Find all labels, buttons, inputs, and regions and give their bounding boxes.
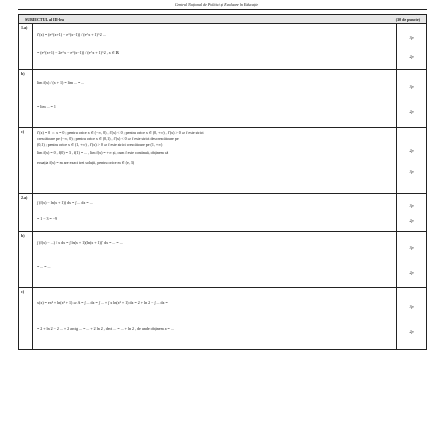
- subject-title: SUBIECTUL al III-lea: [25, 17, 64, 22]
- points-value: 3p: [409, 34, 414, 40]
- points-value: 2p: [409, 269, 414, 275]
- solution-line: ∫ (f(x) − ln(x + 1)) dx = ∫ ... dx = ...: [37, 200, 93, 205]
- points-value: 2p: [409, 108, 414, 114]
- header-rule: [18, 9, 427, 10]
- question-number: 2.a): [19, 194, 33, 232]
- solution-cell: [33, 194, 397, 232]
- points-cell: [397, 24, 427, 70]
- table-row: [19, 70, 427, 128]
- solution-line: lim f(x) = 0 , f(0) = 3 , f(1) = ... , lim f(x) = +∞ și, cum f este continuă, obținem că: [37, 150, 169, 155]
- points-value: 3p: [409, 83, 414, 89]
- solution-cell: [33, 70, 397, 128]
- page-header: [0, 0, 433, 13]
- solution-line: = ... = ...: [37, 264, 51, 269]
- table-row: [19, 128, 427, 194]
- solution-line: = lim ... = 1: [37, 104, 56, 109]
- solution-line: = 1 − 3 = −9: [37, 216, 58, 221]
- solution-line: ecuația f(x) = m are exact trei soluții, pentru orice m ∈ (e, 3): [37, 160, 135, 165]
- solution-line: lim f(x) / (x + 1) = lim ... = ...: [37, 80, 85, 85]
- table-row: [19, 194, 427, 232]
- institution-name: Centrul Național de Politici și Evaluare în Educație: [174, 2, 259, 7]
- grading-table: [18, 23, 427, 350]
- subject-points: (30 de puncte): [395, 17, 420, 22]
- points-value: 3p: [409, 244, 414, 250]
- solution-line: = 2 + ln 2 − 2 ... + 2 arctg ... = ... + 2 ln 2 , deci ... = ... + ln 2 , de unde obținem a = ...: [37, 326, 174, 331]
- points-value: 2p: [409, 328, 414, 334]
- table-row: [19, 24, 427, 70]
- table-row: [19, 232, 427, 288]
- solution-cell: [33, 232, 397, 288]
- points-cell: [397, 232, 427, 288]
- solution-line: x(x) = ex² + ln(x² + 1) ⇒ A = ∫ ... dx = ∫ ... + ∫ x ln(x² + 1) dx = 2 + ln 2 − ∫ ... dx =: [37, 300, 168, 305]
- points-value: 3p: [409, 168, 414, 174]
- question-number: b): [19, 70, 33, 128]
- solution-line: (0,1) ; pentru orice x ∈ (1, +∞) , f′(x) > 0 ⇒ f este strict crescătoare pe (1, +∞): [37, 142, 163, 147]
- solution-line: = (e^(x+1) − 2e^x − e^(x−1)) / (e^x + 1)^2 , x ∈ ℝ: [37, 50, 120, 55]
- solution-cell: [33, 128, 397, 194]
- question-number: 1.a): [19, 24, 33, 70]
- question-number: c): [19, 288, 33, 350]
- question-number: c): [19, 128, 33, 194]
- points-value: 2p: [409, 53, 414, 59]
- solution-line: ∫ (f(x) − ...) / x dx = ∫ ln(x + 1)(ln(x + 1))′ dx = ... = ...: [37, 240, 123, 245]
- solution-line: f′(x) = (e^(x+1) − e^(x−1)) / (e^x + 1)^2 ...: [37, 32, 106, 37]
- solution-cell: [33, 24, 397, 70]
- points-cell: [397, 70, 427, 128]
- table-row: [19, 288, 427, 350]
- question-number: b): [19, 232, 33, 288]
- solution-line: f′(x) = 0 ⇔ x = 0 ; pentru orice x ∈ (−∞, 0) , f′(x) < 0 ; pentru orice x ∈ (0, +∞) , f′(x) > 0 ⇒ f este strict: [37, 130, 204, 135]
- points-value: 3p: [409, 303, 414, 309]
- points-value: 2p: [409, 147, 414, 153]
- points-cell: [397, 128, 427, 194]
- solution-cell: [33, 288, 397, 350]
- points-value: 3p: [409, 202, 414, 208]
- solution-line: crescătoare pe (−∞, 0) ; pentru orice x ∈ (0,1) , f′(x) < 0 ⇒ f este strict descrescătoare pe: [37, 136, 179, 141]
- points-cell: [397, 288, 427, 350]
- points-value: 2p: [409, 217, 414, 223]
- points-cell: [397, 194, 427, 232]
